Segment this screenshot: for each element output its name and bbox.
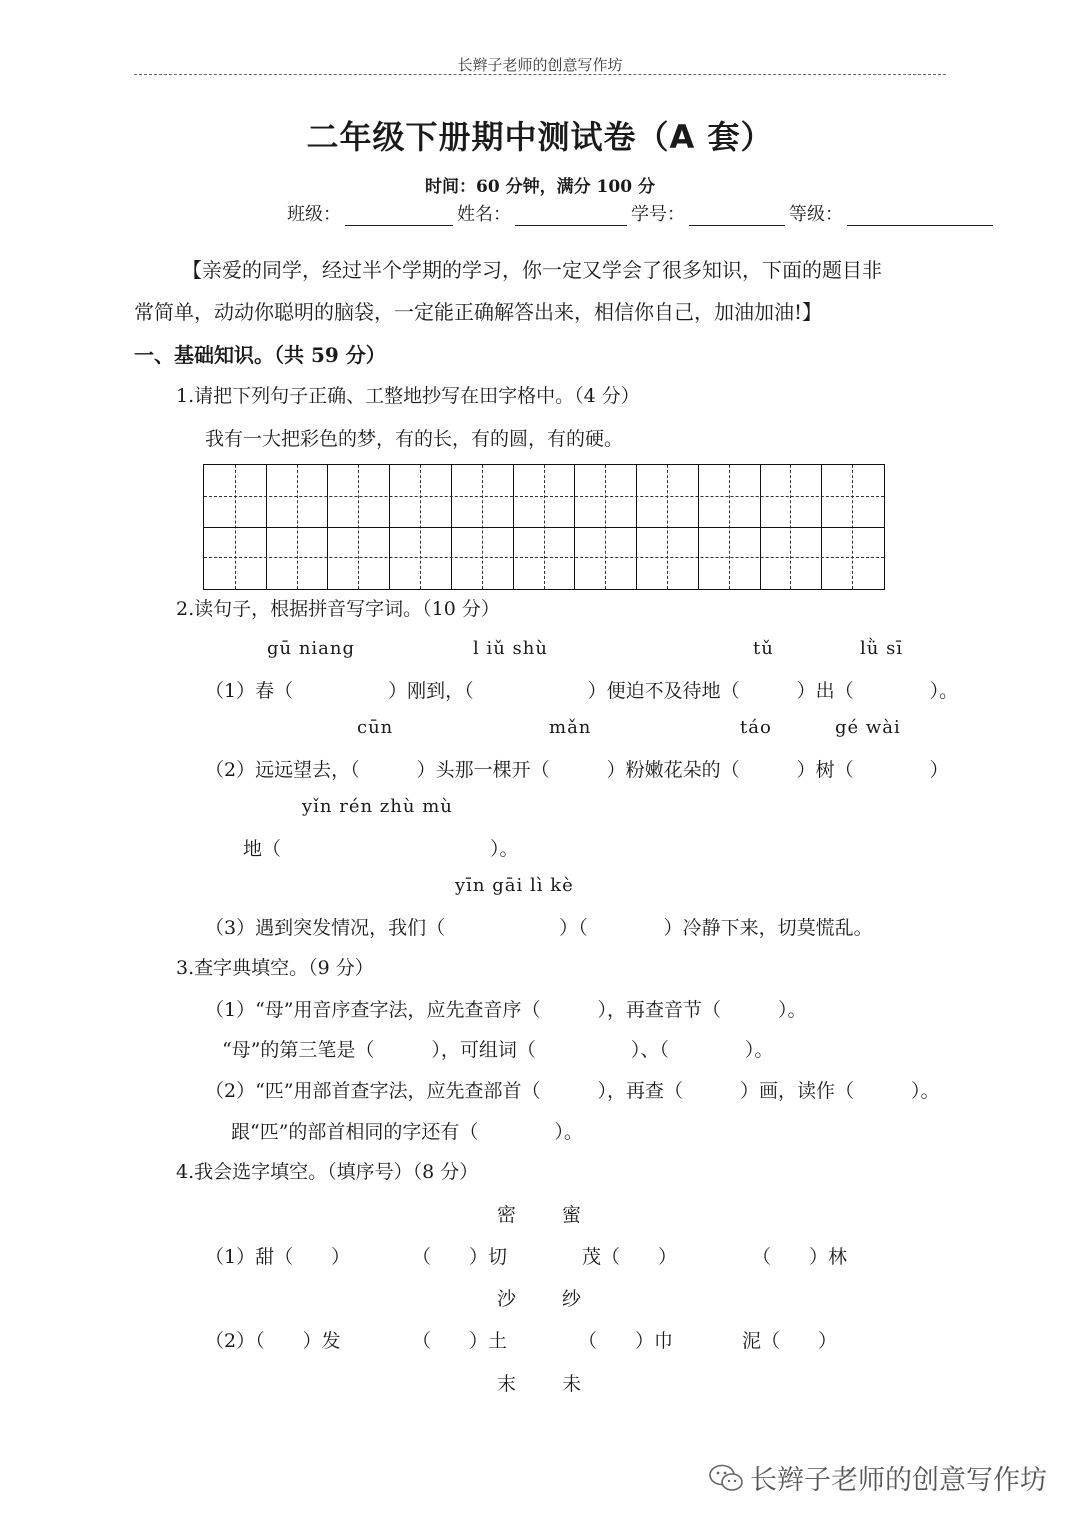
q4-choice-1b: 蜜 <box>562 1204 582 1226</box>
q4-stem: 4.我会选字填空。（填序号）（8 分） <box>176 1161 479 1183</box>
pinyin-liushu: l iǔ shù <box>473 638 548 659</box>
class-blank[interactable] <box>345 208 453 226</box>
exam-time: 时间：60 分钟，满分 100 分 <box>425 177 655 197</box>
pinyin-man: mǎn <box>549 717 592 738</box>
number-blank[interactable] <box>689 208 785 226</box>
pinyin-lusi: lǜ sī <box>860 638 904 659</box>
name-blank[interactable] <box>515 208 627 226</box>
q3-line3: （2）“匹”用部首查字法，应先查部首（ ），再查（ ）画，读作（ ）。 <box>205 1080 940 1102</box>
watermark <box>708 1458 1047 1497</box>
pinyin-tu: tǔ <box>753 638 774 659</box>
q4-row1-item4: （ ）林 <box>752 1246 848 1268</box>
wechat-logo-icon <box>708 1463 744 1493</box>
q2-part1: （1）春（ ）刚到，（ ）便迫不及待地（ ）出（ ）。 <box>205 680 959 702</box>
student-info-line <box>287 200 997 226</box>
q4-row1-item3: 茂（ ） <box>582 1246 678 1268</box>
pinyin-cun: cūn <box>357 717 394 738</box>
grade-blank[interactable] <box>847 208 993 226</box>
q2-part2: （2）远远望去，（ ）头那一棵开（ ）粉嫩花朵的（ ）树（ ） <box>205 759 949 781</box>
q3-line1: （1）“母”用音序查字法，应先查音序（ ），再查音节（ ）。 <box>205 999 807 1021</box>
q3-line4: 跟“匹”的部首相同的字还有（ ）。 <box>231 1121 583 1143</box>
pinyin-guniang: gū niang <box>267 638 356 659</box>
pinyin-gewai: gé wài <box>835 717 901 738</box>
q4-row1-item2: （ ）切 <box>412 1246 508 1268</box>
q4-row2-item1: （2）（ ）发 <box>205 1330 341 1352</box>
header-divider <box>134 74 946 75</box>
q2-stem: 2.读句子，根据拼音写字词。（10 分） <box>176 598 500 620</box>
q4-choice-3b: 未 <box>562 1373 582 1395</box>
q4-choice-2b: 纱 <box>562 1288 582 1310</box>
pinyin-tao: táo <box>740 717 772 738</box>
q4-row2-item2: （ ）土 <box>412 1330 508 1352</box>
watermark-text: 长辫子老师的创意写作坊 <box>750 1465 1047 1496</box>
q4-row2-item3: （ ）巾 <box>578 1330 674 1352</box>
q4-choice-1a: 密 <box>497 1204 517 1226</box>
grade-label: 等级： <box>789 204 843 225</box>
q4-row1-item1: （1）甜（ ） <box>205 1246 351 1268</box>
pinyin-yinrenzhumu: yǐn rén zhù mù <box>302 796 453 817</box>
intro-line-2: 常简单，动动你聪明的脑袋，一定能正确解答出来，相信你自己，加油加油!】 <box>134 300 823 324</box>
q2-part3: （3）遇到突发情况，我们（ ）（ ）冷静下来，切莫慌乱。 <box>205 917 873 939</box>
page-header: 长辫子老师的创意写作坊 <box>457 56 623 74</box>
exam-title: 二年级下册期中测试卷（A 套） <box>306 118 774 156</box>
q1-sentence: 我有一大把彩色的梦，有的长，有的圆，有的硬。 <box>205 428 624 450</box>
number-label: 学号： <box>631 204 685 225</box>
q4-choice-2a: 沙 <box>497 1288 517 1310</box>
pinyin-yingai-like: yīn gāi lì kè <box>455 875 574 896</box>
q4-choice-3a: 末 <box>497 1373 517 1395</box>
q4-row2-item4: 泥（ ） <box>742 1330 838 1352</box>
q2-part2-cont: 地（ ）。 <box>243 838 519 860</box>
tianzige-grid[interactable] <box>203 464 885 590</box>
q1-stem: 1.请把下列句子正确、工整地抄写在田字格中。（4 分） <box>176 385 640 407</box>
q3-stem: 3.查字典填空。（9 分） <box>176 957 374 979</box>
name-label: 姓名： <box>457 204 511 225</box>
section-heading: 一、基础知识。（共 59 分） <box>134 343 386 367</box>
class-label: 班级： <box>287 204 341 225</box>
q3-line2: “母”的第三笔是（ ），可组词（ ）、（ ）。 <box>222 1039 774 1061</box>
intro-line-1: 【亲爱的同学，经过半个学期的学习，你一定又学会了很多知识，下面的题目非 <box>182 258 882 282</box>
